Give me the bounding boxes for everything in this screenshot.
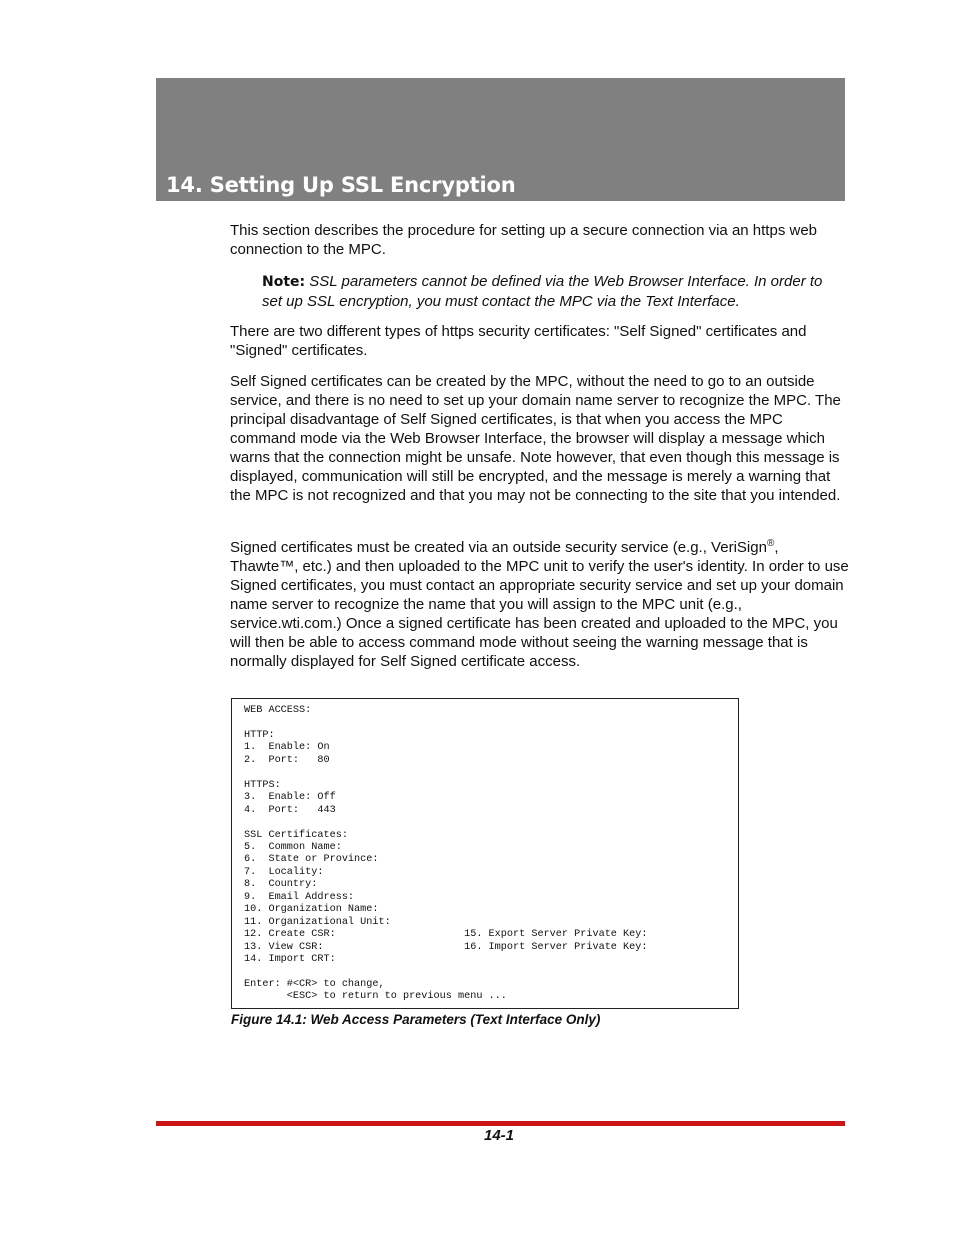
intro-paragraph: This section describes the procedure for setting up a secure connection via an https web connection to the MPC. — [230, 222, 817, 258]
self-signed-paragraph: Self Signed certificates can be created by the MPC, without the need to go to an outside service, and there is no need to set up your domain name server to recognize the MPC. The principal disadvantage of Self Signed certificates, is that when you access the MPC command mode via the Web Browser Interface, the browser will display a message which warns that the connection might be unsafe. Note however, that even though this message is displayed, communication will still be encrypted, and the message is merely a warning that the MPC is not recognized and that you may not be connecting to the site that you intended. — [230, 373, 841, 504]
terminal-line: 2. Port: 80 — [244, 754, 330, 766]
text-interface-screen — [231, 698, 739, 1009]
signed-paragraph — [230, 534, 850, 671]
terminal-line: Enter: #<CR> to change, — [244, 978, 385, 990]
signed-text-start: Signed certificates must be created via an outside security service (e.g., VeriSign — [230, 539, 767, 556]
terminal-line: 3. Enable: Off — [244, 792, 336, 804]
terminal-line: 11. Organizational Unit: — [244, 916, 391, 928]
note-text: SSL parameters cannot be defined via the Web Browser Interface. In order to set up SSL encryption, you must contact the MPC via the Text Interface. — [262, 273, 823, 310]
chapter-header-band — [156, 78, 845, 201]
terminal-line: 5. Common Name: — [244, 841, 342, 853]
terminal-line: 7. Locality: — [244, 866, 324, 878]
terminal-line: 4. Port: 443 — [244, 804, 336, 816]
note-block — [262, 272, 842, 311]
terminal-line: <ESC> to return to previous menu ... — [244, 991, 507, 1003]
figure-caption: Figure 14.1: Web Access Parameters (Text Interface Only) — [231, 1012, 601, 1027]
terminal-line: 10. Organization Name: — [244, 904, 379, 916]
terminal-line: 12. Create CSR: 15. Export Server Private Key: — [244, 929, 648, 941]
terminal-line: 6. State or Province: — [244, 854, 379, 866]
terminal-line: 9. Email Address: — [244, 891, 355, 903]
terminal-line: WEB ACCESS: — [244, 705, 312, 716]
terminal-line: HTTP: — [244, 729, 275, 741]
terminal-line: SSL Certificates: — [244, 829, 348, 841]
certificate-types-paragraph: There are two different types of https security certificates: "Self Signed" certificates and "Signed" certificates. — [230, 323, 807, 359]
chapter-title: 14. Setting Up SSL Encryption — [166, 173, 516, 197]
terminal-line: HTTPS: — [244, 779, 281, 791]
footer-rule — [156, 1121, 845, 1126]
registered-mark: ® — [766, 538, 775, 549]
terminal-line: 1. Enable: On — [244, 742, 330, 754]
terminal-line: 14. Import CRT: — [244, 954, 336, 965]
note-label: Note: — [262, 274, 306, 290]
terminal-line: 13. View CSR: 16. Import Server Private Key: — [244, 941, 648, 953]
page-number: 14-1 — [484, 1127, 515, 1144]
signed-text-rest: , Thawte™, etc.) and then uploaded to the MPC unit to verify the user's identity. In order to use Signed certificates, you must contact an appropriate security service and set up your domain name server to recognize the name that you will assign to the MPC unit (e.g., service.wti.com.) Once a signed certificate has been created and uploaded to the MPC, you will then be able to access command mode without seeing the warning message that is normally displayed for Self Signed certificate access. — [230, 539, 849, 670]
terminal-line: 8. Country: — [244, 879, 318, 891]
